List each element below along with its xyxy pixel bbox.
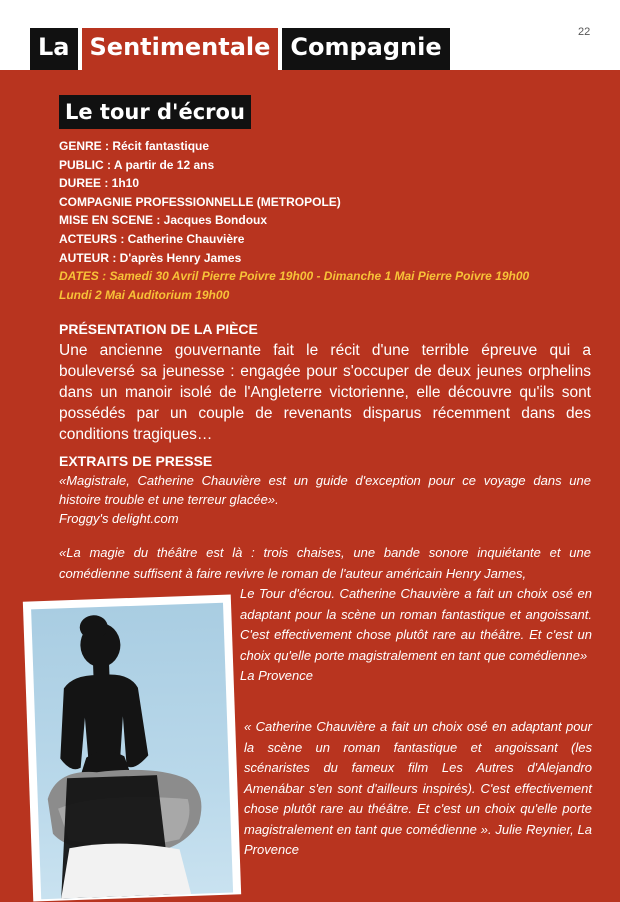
silhouette-illustration: [31, 603, 233, 900]
title-part-la: La: [30, 28, 78, 70]
press-source-2: La Provence: [240, 668, 313, 683]
press-quote-3: « Catherine Chauvière a fait un choix osé en adaptant pour la scène un roman fantastique et angoissant (les scénaristes du fameux film Les Autres d'Alejandro Amenábar s'en sont d'ailleurs inspirés). C'est effectivement chose plutôt rare au théâtre. Et c'est un choix qu'elle porte magistralement en tant que comédienne ». Julie Reynier, La Provence: [244, 719, 592, 857]
title-part-compagnie: Compagnie: [282, 28, 449, 70]
presentation-text: Une ancienne gouvernante fait le récit d'une terrible épreuve qui a bouleversé sa jeunesse : engagée pour s'occuper de deux jeunes orphelins dans un manoir isolé de l'Angleterre victorienne, elle découvre qu'ils sont possédés par un couple de revenants disparus récemment dans des conditions tragiques…: [59, 342, 591, 443]
presentation-heading: PRÉSENTATION DE LA PIÈCE: [59, 321, 258, 337]
actress-photo: [23, 594, 241, 901]
press-quote-2-rest: Le Tour d'écrou. Catherine Chauvière a fait un choix osé en adaptant pour la scène un roman fantastique et angoissant. C'est effectivement chose plutôt rare au théâtre. Et c'est un choix qu'elle porte magistralement en tant que comédienne»: [240, 586, 592, 663]
info-genre: GENRE : Récit fantastique: [59, 139, 210, 153]
info-acteurs: ACTEURS : Catherine Chauvière: [59, 231, 245, 246]
info-dates: DATES : Samedi 30 Avril Pierre Poivre 19h00 - Dimanche 1 Mai Pierre Poivre 19h00: [59, 269, 530, 284]
page-number: 22: [578, 26, 591, 38]
info-auteur: AUTEUR : D'après Henry James: [59, 250, 242, 265]
info-compagnie: COMPAGNIE PROFESSIONNELLE (METROPOLE): [59, 194, 341, 209]
info-duree: DUREE : 1h10: [59, 176, 140, 191]
info-public: PUBLIC : A partir de 12 ans: [59, 157, 215, 172]
press-quote-2-rest-block: [240, 584, 592, 687]
company-title: [30, 28, 454, 70]
press-source-1: Froggy's delight.com: [59, 511, 179, 526]
press-quote-2-top: «La magie du théâtre est là : trois chaises, une bande sonore inquiétante et une comédienne suffisent à faire revivre le roman de l'auteur américain Henry James,: [59, 545, 591, 581]
photo-image: [31, 603, 233, 900]
press-quote-1-block: [59, 471, 591, 528]
press-quote-1: «Magistrale, Catherine Chauvière est un guide d'exception pour ce voyage dans une histoire trouble et une terreur glacée».: [59, 473, 591, 507]
show-info: [59, 137, 599, 304]
show-title: Le tour d'écrou: [59, 95, 251, 129]
press-heading: EXTRAITS DE PRESSE: [59, 453, 213, 469]
title-part-sentimentale: Sentimentale: [82, 28, 279, 70]
info-mise-en-scene: MISE EN SCENE : Jacques Bondoux: [59, 213, 268, 228]
info-dates-2: Lundi 2 Mai Auditorium 19h00: [59, 287, 230, 302]
